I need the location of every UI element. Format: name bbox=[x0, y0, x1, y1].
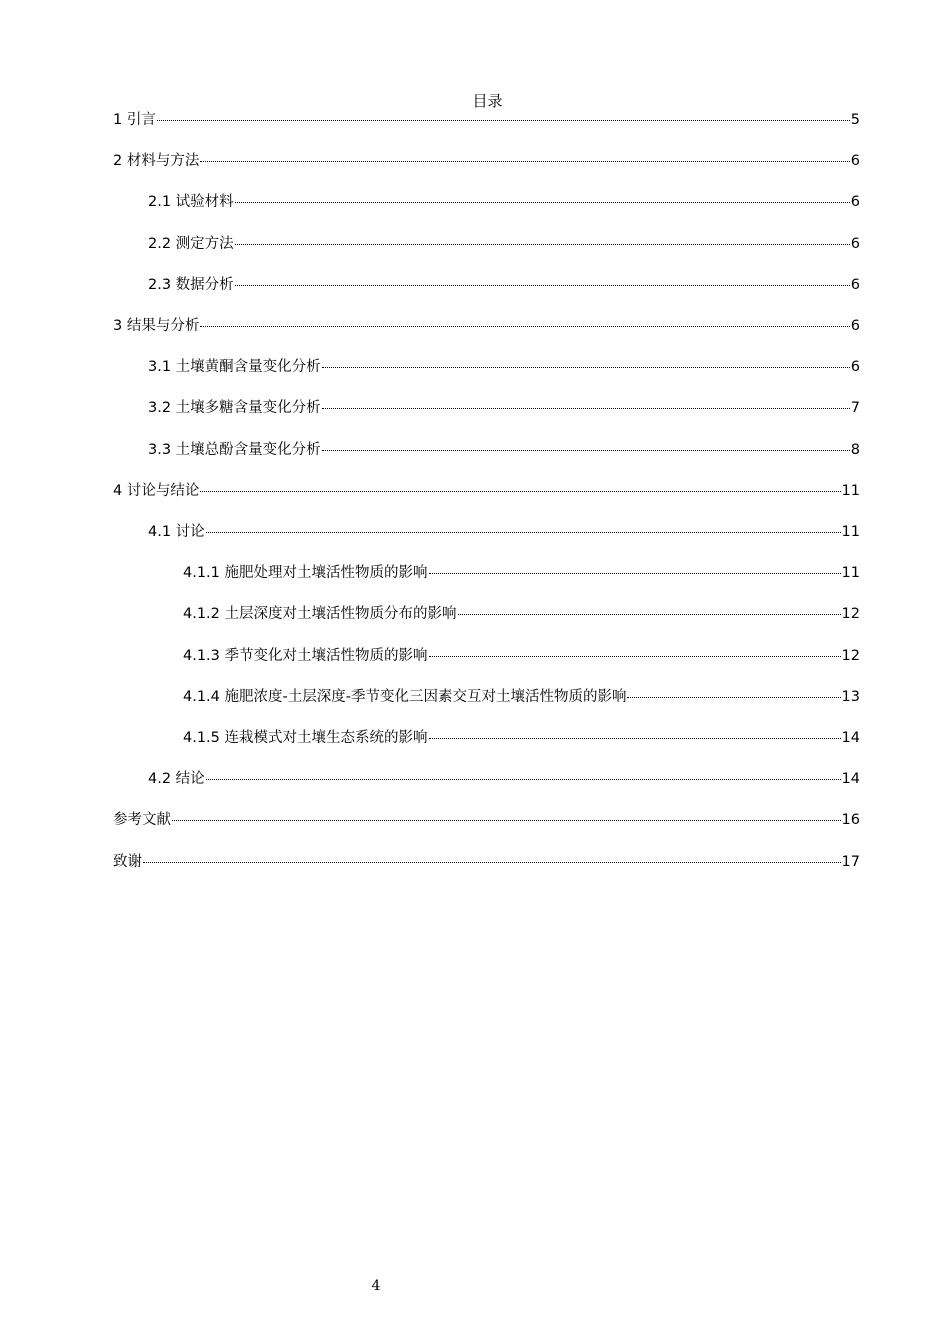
toc-entry-label: 2.1 试验材料 bbox=[148, 194, 234, 211]
toc-entry-page: 16 bbox=[841, 812, 860, 829]
toc-entry[interactable] bbox=[148, 396, 860, 422]
toc-entry-page: 6 bbox=[850, 235, 860, 252]
toc-entry[interactable] bbox=[148, 273, 860, 299]
toc-dot-leader bbox=[200, 161, 849, 162]
toc-entry[interactable] bbox=[148, 438, 860, 464]
toc-entry-label: 4 讨论与结论 bbox=[113, 482, 200, 499]
toc-entry[interactable] bbox=[148, 232, 860, 258]
toc-entry-page: 6 bbox=[850, 318, 860, 334]
toc-entry-page: 6 bbox=[850, 359, 860, 376]
toc-entry[interactable] bbox=[183, 561, 860, 587]
toc-entry[interactable] bbox=[148, 520, 860, 546]
toc-dot-leader bbox=[235, 285, 850, 286]
toc-entry-label: 3.2 土壤多糖含量变化分析 bbox=[148, 400, 321, 417]
toc-dot-leader bbox=[322, 450, 850, 451]
toc-dot-leader bbox=[235, 244, 850, 245]
toc-entry[interactable] bbox=[113, 808, 860, 834]
toc-dot-leader bbox=[627, 697, 840, 698]
toc-entry[interactable] bbox=[113, 850, 860, 876]
toc-dot-leader bbox=[458, 614, 841, 615]
toc-dot-leader bbox=[200, 491, 840, 492]
toc-dot-leader bbox=[235, 202, 850, 203]
toc-title: 目录 bbox=[472, 92, 503, 110]
toc-entry-label: 3 结果与分析 bbox=[113, 318, 200, 334]
toc-entry-label: 2.2 测定方法 bbox=[148, 235, 234, 252]
toc-entry-label: 4.2 结论 bbox=[148, 771, 205, 788]
toc-entry-page: 11 bbox=[841, 482, 860, 499]
toc-entry[interactable] bbox=[113, 108, 860, 134]
page-number: 4 bbox=[371, 1278, 381, 1294]
toc-entry-page: 14 bbox=[841, 771, 860, 788]
toc-dot-leader bbox=[429, 573, 841, 574]
toc-entry-label: 4.1.2 土层深度对土壤活性物质分布的影响 bbox=[183, 606, 457, 623]
toc-entry-label: 1 引言 bbox=[113, 112, 156, 128]
toc-entry[interactable] bbox=[183, 685, 860, 711]
toc-dot-leader bbox=[143, 862, 841, 863]
toc-entry[interactable] bbox=[183, 644, 860, 670]
toc-entry-page: 12 bbox=[841, 647, 860, 664]
toc-dot-leader bbox=[172, 820, 841, 821]
toc-entry-page: 11 bbox=[841, 524, 860, 540]
toc-dot-leader bbox=[206, 779, 841, 780]
toc-entry-page: 8 bbox=[850, 441, 860, 458]
toc-entry-label: 致谢 bbox=[113, 853, 142, 870]
toc-entry-page: 5 bbox=[850, 112, 860, 128]
toc-entry-label: 2.3 数据分析 bbox=[148, 276, 234, 293]
toc-dot-leader bbox=[322, 367, 850, 368]
toc-entry-page: 14 bbox=[841, 730, 860, 746]
toc-dot-leader bbox=[206, 532, 841, 533]
toc-entry[interactable] bbox=[183, 726, 860, 752]
toc-entry[interactable] bbox=[148, 355, 860, 381]
toc-entry-page: 6 bbox=[850, 153, 860, 170]
toc-entry[interactable] bbox=[183, 602, 860, 628]
toc-entry-page: 7 bbox=[850, 400, 860, 417]
toc-entry-label: 3.3 土壤总酚含量变化分析 bbox=[148, 441, 321, 458]
toc-entry-label: 4.1 讨论 bbox=[148, 524, 205, 540]
toc-entry-label: 4.1.5 连栽模式对土壤生态系统的影响 bbox=[183, 730, 428, 746]
toc-entry[interactable] bbox=[113, 314, 860, 340]
toc-entry-page: 12 bbox=[841, 606, 860, 623]
toc-entry-page: 6 bbox=[850, 276, 860, 293]
toc-entry[interactable] bbox=[113, 149, 860, 175]
toc-dot-leader bbox=[322, 408, 850, 409]
toc-entry-page: 11 bbox=[841, 565, 860, 582]
toc-dot-leader bbox=[157, 120, 850, 121]
toc-entry-page: 17 bbox=[841, 853, 860, 870]
toc-entry-label: 参考文献 bbox=[113, 812, 171, 829]
toc-dot-leader bbox=[429, 656, 841, 657]
toc-entry-page: 13 bbox=[841, 688, 860, 705]
toc-entry[interactable] bbox=[113, 479, 860, 505]
toc-dot-leader bbox=[200, 326, 849, 327]
toc-entry-page: 6 bbox=[850, 194, 860, 211]
toc-entry[interactable] bbox=[148, 190, 860, 216]
toc-entry-label: 4.1.3 季节变化对土壤活性物质的影响 bbox=[183, 647, 428, 664]
toc-entry-label: 2 材料与方法 bbox=[113, 153, 200, 170]
toc-entry-label: 3.1 土壤黄酮含量变化分析 bbox=[148, 359, 321, 376]
toc-entry[interactable] bbox=[148, 767, 860, 793]
toc-dot-leader bbox=[429, 738, 841, 739]
toc-entry-label: 4.1.4 施肥浓度-土层深度-季节变化三因素交互对土壤活性物质的影响 bbox=[183, 688, 627, 705]
toc-entry-label: 4.1.1 施肥处理对土壤活性物质的影响 bbox=[183, 565, 428, 582]
